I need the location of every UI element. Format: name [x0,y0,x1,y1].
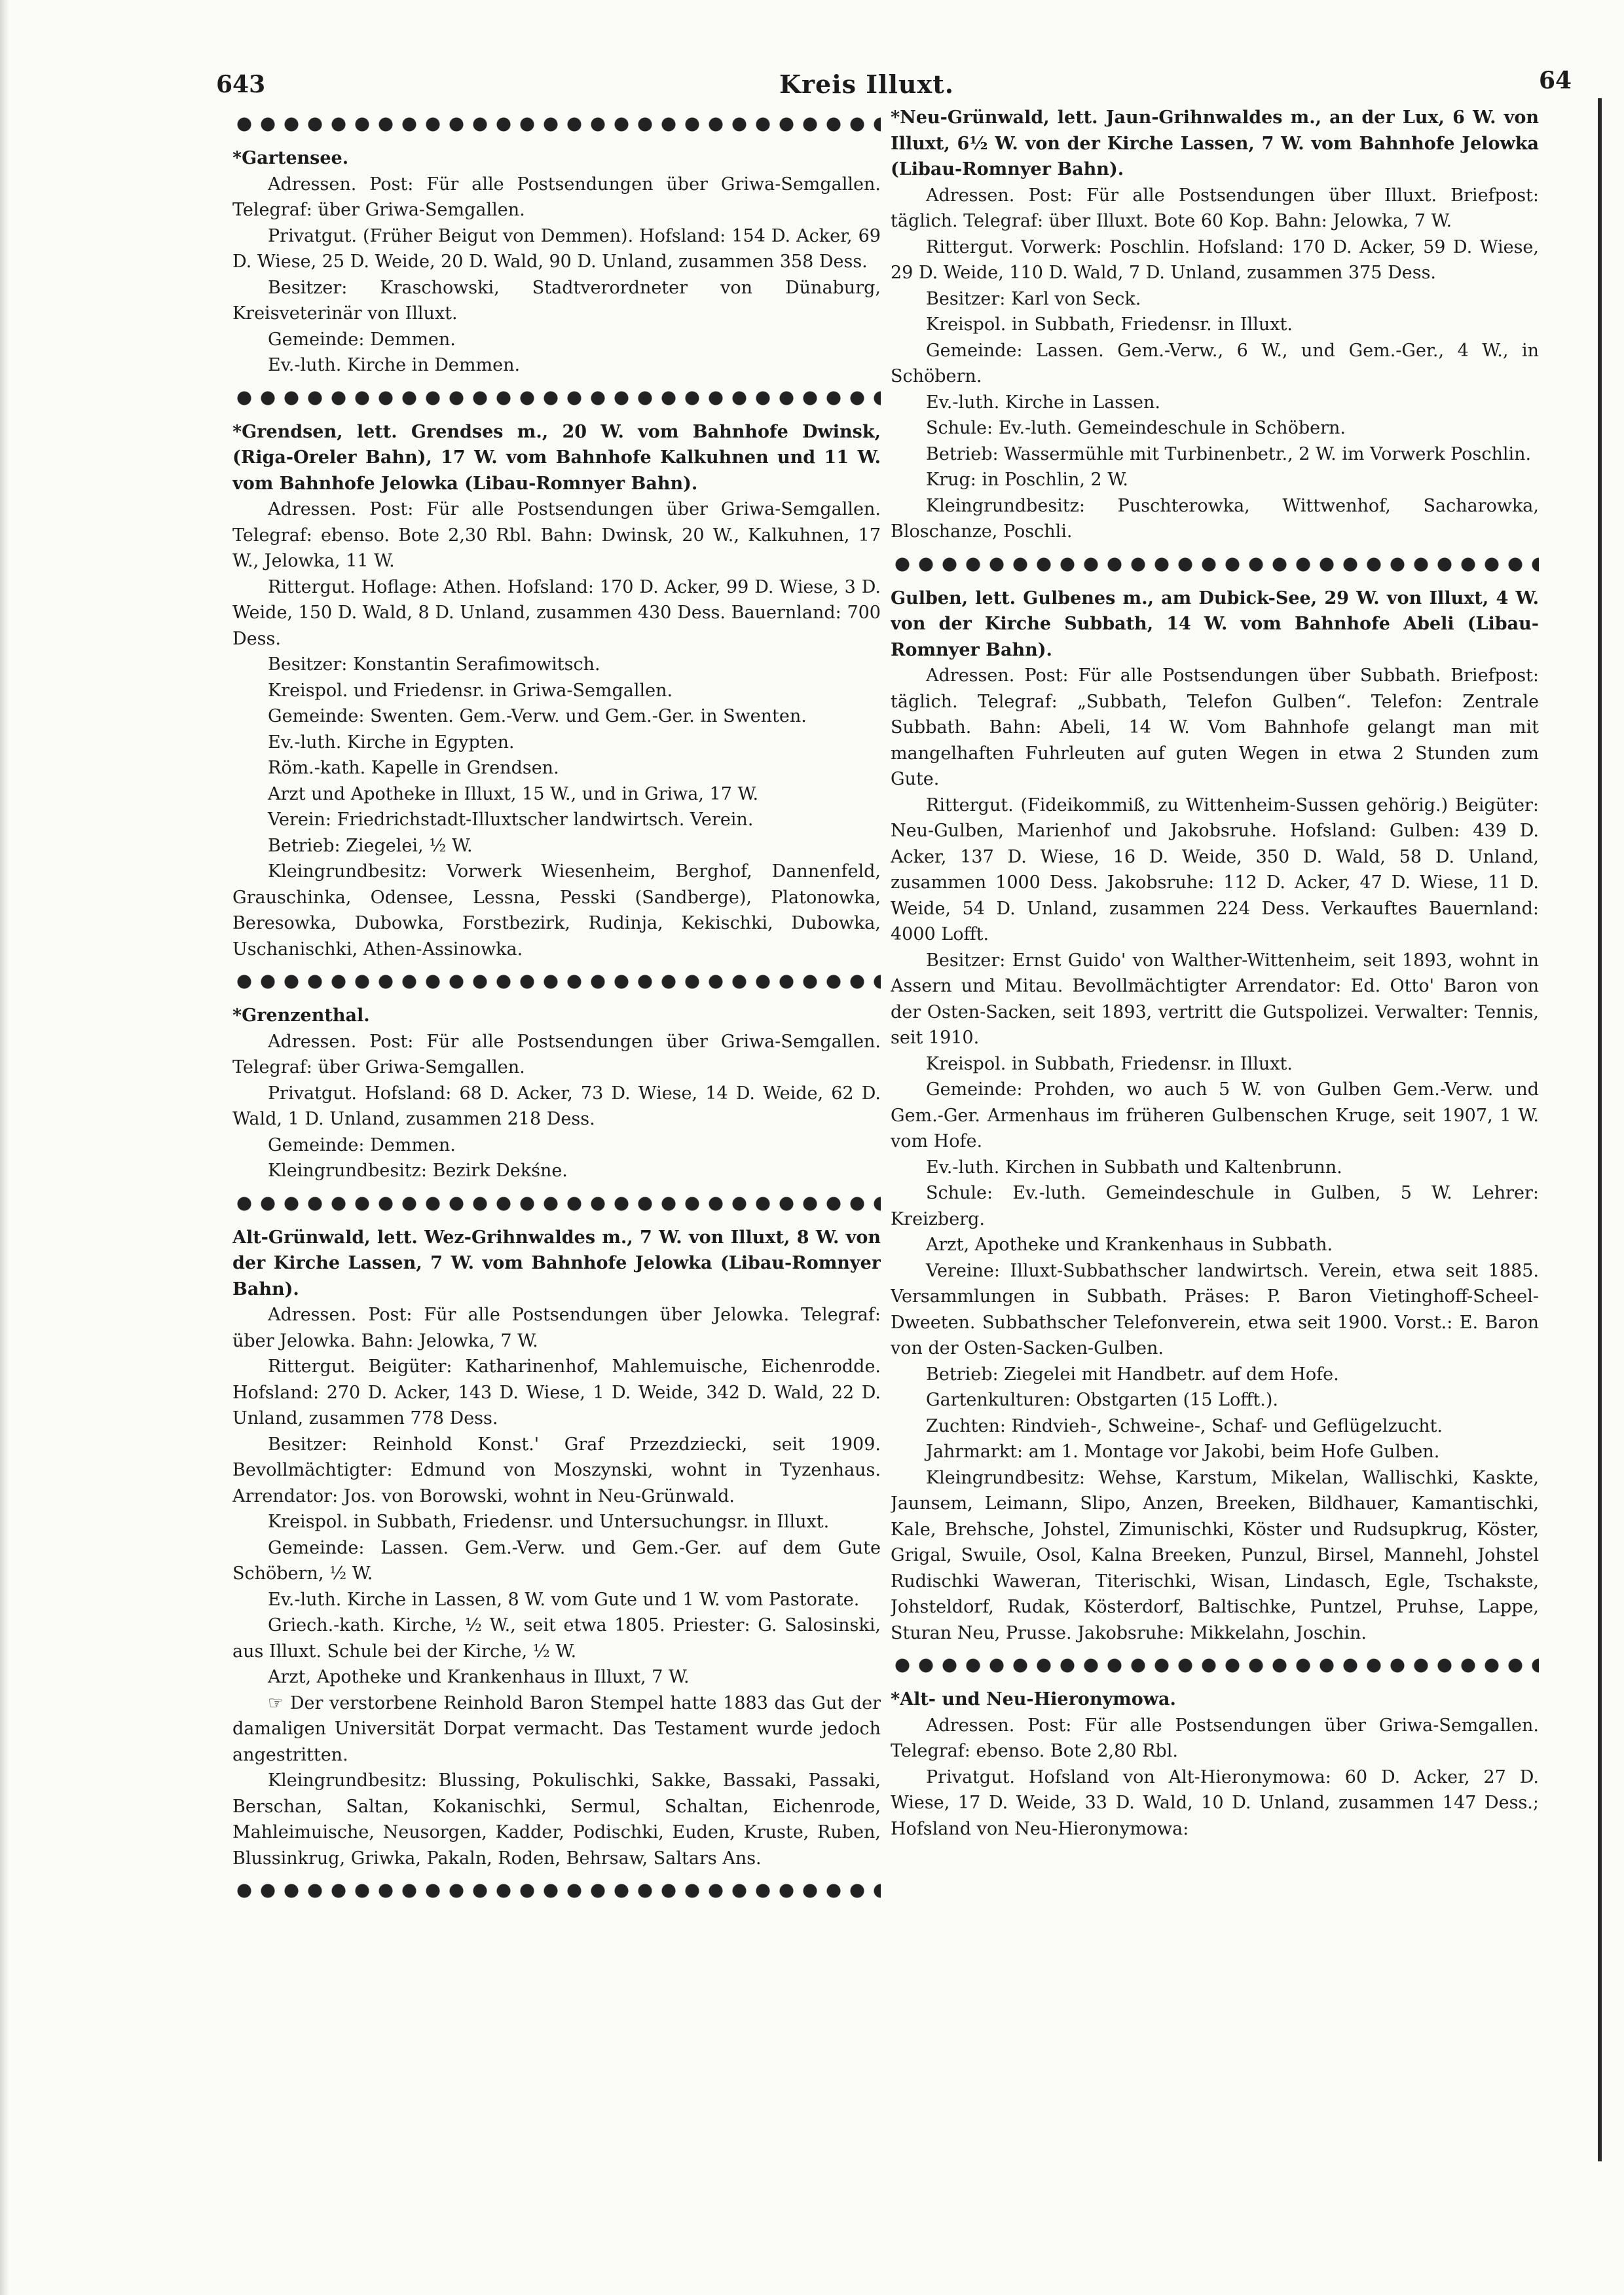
page-number-left: 643 [216,71,266,98]
entry-paragraph: Kleingrundbesitz: Bezirk Dekśne. [268,1161,568,1181]
entry-paragraph: Kreispol. in Subbath, Friedensr. in Illuxt. [926,314,1293,335]
entry-paragraph: Gemeinde: Swenten. Gem.-Verw. und Gem.-Ger. in Swenten. [268,706,807,726]
right-column [891,105,1539,2220]
ornament-separator [232,110,881,139]
entry-paragraph: Vereine: Illuxt-Subbathscher landwirtsch. Verein, etwa seit 1885. Versammlungen in Subbath. Präses: P. Baron Vietinghoff-Scheel-Dweeten. Subbathscher Telefonverein, etwa seit 1900. Vorst.: E. Baron von der Osten-Sacken-Gulben. [891,1260,1539,1358]
entry-heading: Gulben, lett. Gulbenes m., am Dubick-See, 29 W. von Illuxt, 4 W. von der Kirche Subbath, 14 W. vom Bahnhofe Abeli (Libau-Romnyer Bahn). [891,588,1539,660]
entry-paragraph: Kreispol. in Subbath, Friedensr. und Untersuchungsr. in Illuxt. [268,1512,830,1532]
entry-paragraph: Rittergut. Beigüter: Katharinenhof, Mahlemuische, Eichenrodde. Hofsland: 270 D. Acker, 143 D. Wiese, 1 D. Weide, 342 D. Wald, 22 D. Unland, zusammen 778 Dess. [232,1356,881,1428]
ornament-separator [891,550,1539,579]
entry-paragraph: Griech.-kath. Kirche, ½ W., seit etwa 1805. Priester: G. Salosinski, aus Illuxt. Schule bei der Kirche, ½ W. [232,1615,881,1662]
ornament-separator [232,967,881,996]
entry-gulben [891,586,1539,1647]
entry-heading: *Grendsen, lett. Grendses m., 20 W. vom Bahnhofe Dwinsk, (Riga-Oreler Bahn), 17 W. vom Bahnhofe Kalkuhnen und 11 W. vom Bahnhofe Jelowka (Libau-Romnyer Bahn). [232,421,881,494]
entry-paragraph: Ev.-luth. Kirchen in Subbath und Kaltenbrunn. [926,1157,1342,1178]
entry-paragraph: Kleingrundbesitz: Puschterowka, Wittwenhof, Sacharowka, Bloschanze, Poschli. [891,495,1539,542]
page-edge-border [1598,98,1602,2161]
entry-paragraph: Ev.-luth. Kirche in Egypten. [268,732,515,753]
entry-paragraph: ☞ Der verstorbene Reinhold Baron Stempel hatte 1883 das Gut der damaligen Universität Dorpat vermacht. Das Testament wurde jedoch angestritten. [232,1692,881,1765]
entry-paragraph: Besitzer: Reinhold Konst.' Graf Przezdziecki, seit 1909. Bevollmächtigter: Edmund von Moszynski, wohnt in Tyzenhaus. Arrendator: Jos. von Borowski, wohnt in Neu-Grünwald. [232,1434,881,1506]
entry-paragraph: Gemeinde: Demmen. [268,329,456,350]
entry-paragraph: Rittergut. (Fideikommiß, zu Wittenheim-Sussen gehörig.) Beigüter: Neu-Gulben, Marienhof und Jakobsruhe. Hofsland: Gulben: 439 D. Acker, 137 D. Wiese, 16 D. Weide, 350 D. Wald, 58 D. Unland, zusammen 1000 Dess. Jakobsruhe: 112 D. Acker, 47 D. Wiese, 11 D. Weide, 54 D. Unland, zusammen 224 Dess. Verkauftes Bauernland: 4000 Lofft. [891,794,1539,944]
entry-paragraph: Besitzer: Kraschowski, Stadtverordneter von Dünaburg, Kreisveterinär von Illuxt. [232,277,881,324]
entry-alt-gruenwald [232,1225,881,1872]
entry-gartensee [232,145,881,379]
ornament-separator [232,384,881,413]
entry-neu-gruenwald [891,105,1539,545]
entry-heading: *Neu-Grünwald, lett. Jaun-Grihnwaldes m., an der Lux, 6 W. von Illuxt, 6½ W. von der Kirche Lassen, 7 W. vom Bahnhofe Jelowka (Libau-Romnyer Bahn). [891,107,1539,179]
entry-paragraph: Röm.-kath. Kapelle in Grendsen. [268,758,559,778]
entry-paragraph: Betrieb: Wassermühle mit Turbinenbetr., 2 W. im Vorwerk Poschlin. [926,443,1532,464]
entry-heading: *Gartensee. [232,148,349,168]
entry-paragraph: Arzt, Apotheke und Krankenhaus in Subbath. [926,1235,1333,1255]
entry-paragraph: Zuchten: Rindvieh-, Schweine-, Schaf- und Geflügelzucht. [926,1415,1443,1436]
entry-paragraph: Adressen. Post: Für alle Postsendungen über Griwa-Semgallen. Telegraf: über Griwa-Semgallen. [232,1031,881,1077]
entry-paragraph: Ev.-luth. Kirche in Lassen, 8 W. vom Gute und 1 W. vom Pastorate. [268,1589,860,1610]
entry-heading: Alt-Grünwald, lett. Wez-Grihnwaldes m., 7 W. von Illuxt, 8 W. von der Kirche Lassen, 7 W. vom Bahnhofe Jelowka (Libau-Romnyer Bahn). [232,1227,881,1299]
entry-paragraph: Adressen. Post: Für alle Postsendungen über Griwa-Semgallen. Telegraf: über Griwa-Semgallen. [232,174,881,220]
entry-paragraph: Ev.-luth. Kirche in Lassen. [926,392,1160,413]
entry-paragraph: Betrieb: Ziegelei mit Handbetr. auf dem Hofe. [926,1364,1339,1385]
entry-heading: *Grenzenthal. [232,1005,370,1026]
entry-paragraph: Arzt und Apotheke in Illuxt, 15 W., und in Griwa, 17 W. [268,783,759,804]
entry-heading: *Alt- und Neu-Hieronymowa. [891,1689,1176,1709]
entry-paragraph: Jahrmarkt: am 1. Montage vor Jakobi, beim Hofe Gulben. [926,1442,1440,1462]
entry-paragraph: Gemeinde: Lassen. Gem.-Verw., 6 W., und Gem.-Ger., 4 W., in Schöbern. [891,340,1539,386]
entry-paragraph: Betrieb: Ziegelei, ½ W. [268,835,473,856]
page-number-right: 64 [1539,67,1572,94]
scan-edge [0,0,9,2295]
ornament-separator [891,1651,1539,1680]
entry-paragraph: Schule: Ev.-luth. Gemeindeschule in Schöbern. [926,418,1346,438]
entry-paragraph: Adressen. Post: Für alle Postsendungen über Subbath. Briefpost: täglich. Telegraf: „Subbath, Telefon Gulben“. Telefon: Zentrale Subbath. Bahn: Abeli, 14 W. Vom Bahnhofe gelangt man mit mangelhaften Fuhrleuten auf guten Wegen in etwa 2 Stunden zum Gute. [891,665,1539,789]
entry-paragraph: Gemeinde: Lassen. Gem.-Verw. und Gem.-Ger. auf dem Gute Schöbern, ½ W. [232,1537,881,1584]
entry-paragraph: Adressen. Post: Für alle Postsendungen über Illuxt. Briefpost: täglich. Telegraf: über Illuxt. Bote 60 Kop. Bahn: Jelowka, 7 W. [891,185,1539,231]
left-column [232,105,881,2233]
entry-paragraph: Kreispol. in Subbath, Friedensr. in Illuxt. [926,1053,1293,1074]
entry-paragraph: Gemeinde: Prohden, wo auch 5 W. von Gulben Gem.-Verw. und Gem.-Ger. Armenhaus im früheren Gulbenschen Kruge, seit 1907, 1 W. vom Hofe. [891,1079,1539,1151]
entry-paragraph: Kleingrundbesitz: Wehse, Karstum, Mikelan, Wallischki, Kaskte, Jaunsem, Leimann, Slipo, Anzen, Breeken, Bildhauer, Kamantischki, Kale, Brehsche, Johstel, Zimunischki, Köster und Rudsupkrug, Köster, Grigal, Swuile, Osol, Kalna Breeken, Punzul, Birsel, Mannehl, Johstel Rudischki Waweran, Titerischki, Wisan, Lindasch, Egle, Tschakste, Johsteldorf, Rudak, Kösterdorf, Baltischke, Puntzel, Pruhse, Lappe, Sturan Neu, Prusse. Jakobsruhe: Mikkelahn, Joschin. [891,1467,1539,1643]
entry-paragraph: Adressen. Post: Für alle Postsendungen über Jelowka. Telegraf: über Jelowka. Bahn: Jelowka, 7 W. [232,1305,881,1351]
entry-hieronymowa [891,1687,1539,1842]
ornament-separator [232,1189,881,1218]
entry-paragraph: Ev.-luth. Kirche in Demmen. [268,355,521,375]
entry-paragraph: Schule: Ev.-luth. Gemeindeschule in Gulben, 5 W. Lehrer: Kreizberg. [891,1183,1539,1229]
entry-paragraph: Kreispol. und Friedensr. in Griwa-Semgallen. [268,680,673,701]
entry-paragraph: Besitzer: Karl von Seck. [926,288,1141,309]
entry-paragraph: Rittergut. Hoflage: Athen. Hofsland: 170 D. Acker, 99 D. Wiese, 3 D. Weide, 150 D. Wald, 8 D. Unland, zusammen 430 Dess. Bauernland: 700 Dess. [232,576,881,649]
entry-paragraph: Kleingrundbesitz: Vorwerk Wiesenheim, Berghof, Dannenfeld, Grauschinka, Odensee, Lessna, Pesski (Sandberge), Platonowka, Beresowka, Dubowka, Forstbezirk, Rudinja, Kekischki, Dubowka, Uschanischki, Athen-Assinowka. [232,861,881,960]
entry-paragraph: Privatgut. (Früher Beigut von Demmen). Hofsland: 154 D. Acker, 69 D. Wiese, 25 D. Weide, 20 D. Wald, 90 D. Unland, zusammen 358 Dess. [232,225,881,272]
entry-grendsen [232,419,881,963]
entry-paragraph: Besitzer: Ernst Guido' von Walther-Wittenheim, seit 1893, wohnt in Assern und Mitau. Bevollmächtigter Arrendator: Ed. Otto' Baron von der Osten-Sacken, seit 1893, vertritt die Gutspolizei. Verwalter: Tennis, seit 1910. [891,950,1539,1048]
entry-paragraph: Besitzer: Konstantin Serafimowitsch. [268,654,600,675]
entry-paragraph: Rittergut. Vorwerk: Poschlin. Hofsland: 170 D. Acker, 59 D. Wiese, 29 D. Weide, 110 D. Wald, 7 D. Unland, zusammen 375 Dess. [891,236,1539,283]
entry-paragraph: Gartenkulturen: Obstgarten (15 Lofft.). [926,1390,1278,1410]
entry-paragraph: Adressen. Post: Für alle Postsendungen über Griwa-Semgallen. Telegraf: ebenso. Bote 2,80 Rbl. [891,1715,1539,1761]
entry-paragraph: Krug: in Poschlin, 2 W. [926,470,1128,490]
entry-paragraph: Privatgut. Hofsland von Alt-Hieronymowa: 60 D. Acker, 27 D. Wiese, 17 D. Weide, 33 D. Wald, 10 D. Unland, zusammen 147 Dess.; Hofsland von Neu-Hieronymowa: [891,1766,1539,1839]
page-title: Kreis Illuxt. [779,69,954,99]
entry-paragraph: Gemeinde: Demmen. [268,1134,456,1155]
ornament-separator [232,1876,881,1905]
entry-paragraph: Verein: Friedrichstadt-Illuxtscher landwirtsch. Verein. [268,810,754,830]
entry-paragraph: Privatgut. Hofsland: 68 D. Acker, 73 D. Wiese, 14 D. Weide, 62 D. Wald, 1 D. Unland, zusammen 218 Dess. [232,1083,881,1129]
entry-grenzenthal [232,1003,881,1184]
entry-paragraph: Kleingrundbesitz: Blussing, Pokulischki, Sakke, Bassaki, Passaki, Berschan, Saltan, Kokanischki, Sermul, Schaltan, Eichenrode, Mahleimuische, Neusorgen, Kadder, Podischki, Euden, Kruste, Ruben, Blussinkrug, Griwka, Pakaln, Roden, Behrsaw, Saltars Ans. [232,1770,881,1869]
entry-paragraph: Arzt, Apotheke und Krankenhaus in Illuxt, 7 W. [268,1667,690,1687]
entry-paragraph: Adressen. Post: Für alle Postsendungen über Griwa-Semgallen. Telegraf: ebenso. Bote 2,30 Rbl. Bahn: Dwinsk, 20 W., Kalkuhnen, 17 W., Jelowka, 11 W. [232,499,881,571]
